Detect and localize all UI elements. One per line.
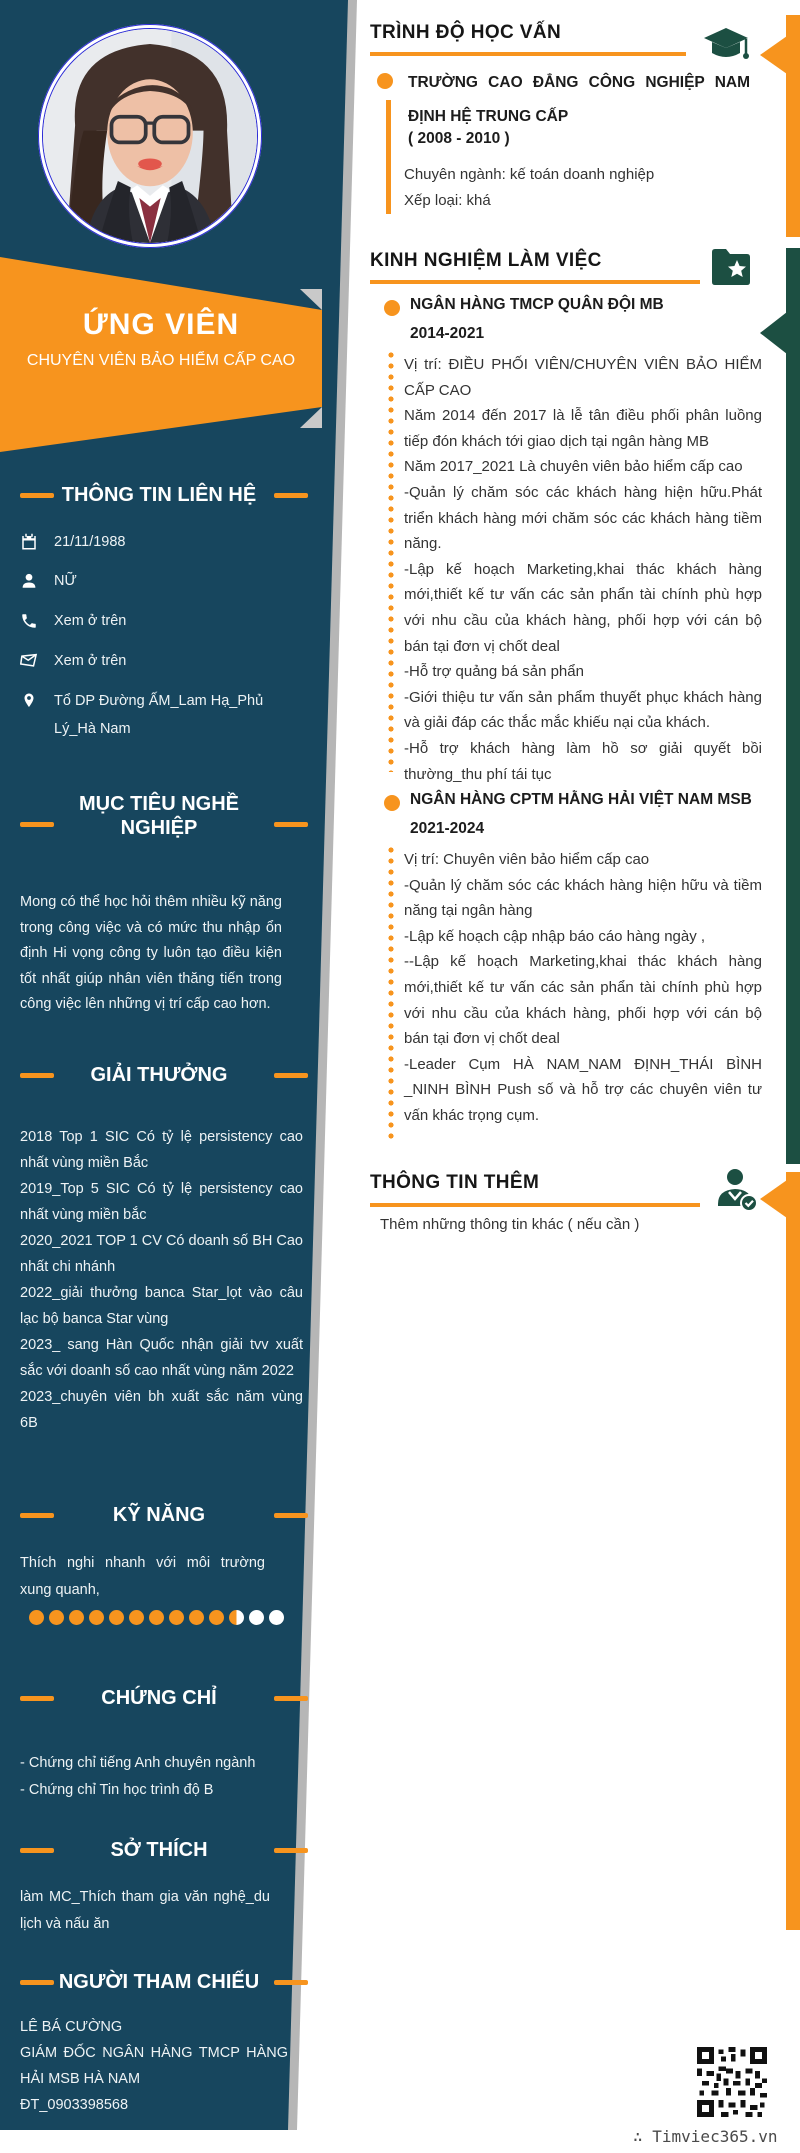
references-heading: NGƯỜI THAM CHIẾU	[58, 1971, 260, 1993]
experience-side-arrow	[760, 312, 787, 354]
contact-item	[20, 528, 300, 561]
job-description-line: -Quản lý chăm sóc các khách hàng hiện hữu.Phát triển khách hàng mới chăm sóc các khách hàng tiềm năng.	[404, 483, 762, 553]
education-details	[404, 162, 760, 214]
skills-text: Thích nghi nhanh với môi trường xung quanh,	[20, 1555, 265, 1598]
heading-dash	[274, 1513, 308, 1518]
job-description	[404, 352, 762, 787]
school-name: TRƯỜNG CAO ĐẲNG CÔNG NGHIỆP NAM ĐỊNH HỆ TRUNG CẤP	[408, 74, 750, 125]
additional-text: Thêm những thông tin khác ( nếu cần )	[380, 1216, 640, 1233]
references-block	[20, 2014, 288, 2118]
job-description	[404, 847, 762, 1129]
job-dotted-line	[388, 350, 394, 772]
avatar-portrait	[42, 28, 258, 244]
award-item: 2022_giải thưởng banca Star_lọt vào câu lạc bộ banca Star vùng	[20, 1285, 303, 1327]
contact-item	[20, 567, 300, 600]
job-bullet	[384, 300, 400, 316]
skill-dot	[69, 1610, 84, 1625]
skill-dot	[189, 1610, 204, 1625]
award-item: 2020_2021 TOP 1 CV Có doanh số BH Cao nhất chi nhánh	[20, 1233, 303, 1275]
skill-dot	[169, 1610, 184, 1625]
reference-position: GIÁM ĐỐC NGÂN HÀNG TMCP HÀNG HẢI MSB HÀ NAM	[20, 2045, 288, 2087]
candidate-name: ỨNG VIÊN	[82, 308, 240, 341]
job-description-line: -Hỗ trợ quảng bá sản phẩn	[404, 663, 584, 681]
heading-dash	[20, 1848, 54, 1853]
job-years: 2014-2021	[410, 325, 485, 342]
job-description-line: -Leader Cụm HÀ NAM_NAM ĐỊNH_THÁI BÌNH _NINH BÌNH Push số và hỗ trợ các chuyên viên tư vấn khác trọng cụm.	[404, 1055, 762, 1124]
contact-item	[20, 647, 300, 680]
heading-dash	[274, 822, 308, 827]
award-item: 2018 Top 1 SIC Có tỷ lệ persistency cao nhất vùng miền Bắc	[20, 1129, 303, 1171]
heading-dash	[274, 1848, 308, 1853]
certificates-heading: CHỨNG CHỈ	[101, 1687, 217, 1709]
education-grade: Xếp loại: khá	[404, 192, 491, 209]
folder-star-icon	[710, 246, 752, 286]
heading-dash	[20, 1980, 54, 1985]
contact-item	[20, 687, 300, 743]
location-icon	[20, 692, 38, 743]
experience-side-bar	[786, 248, 800, 1164]
heading-dash	[20, 493, 54, 498]
award-item: 2023_ sang Hàn Quốc nhận giải tvv xuất sắc với doanh số cao nhất vùng năm 2022	[20, 1337, 303, 1379]
additional-side-arrow	[760, 1180, 787, 1218]
skill-dot	[129, 1610, 144, 1625]
skill-dot	[29, 1610, 44, 1625]
additional-heading: THÔNG TIN THÊM	[370, 1172, 540, 1193]
skill-level-dots	[29, 1610, 299, 1630]
additional-side-bar	[786, 1172, 800, 1930]
job-description-line: -Quản lý chăm sóc các khách hàng hiện hữu và tiềm năng tại ngân hàng	[404, 876, 762, 920]
contact-item	[20, 607, 300, 640]
job-dotted-line	[388, 845, 394, 1141]
heading-dash	[20, 1696, 54, 1701]
heading-dash	[20, 1073, 54, 1078]
skill-dot	[89, 1610, 104, 1625]
objective-heading-line1: MỤC TIÊU NGHỀ	[79, 793, 239, 815]
job-bullet	[384, 795, 400, 811]
mail-icon	[20, 652, 38, 680]
education-heading: TRÌNH ĐỘ HỌC VẤN	[370, 22, 562, 43]
qr-code	[697, 2045, 767, 2119]
contact-text: Xem ở trên	[54, 613, 127, 629]
additional-underline	[370, 1203, 700, 1207]
certificate-item: - Chứng chỉ Tin học trình độ B	[20, 1782, 214, 1798]
job-description-line: Năm 2017_2021 Là chuyên viên bảo hiểm cấp cao	[404, 458, 743, 476]
calendar-icon	[20, 533, 38, 561]
awards-heading: GIẢI THƯỞNG	[90, 1064, 228, 1086]
skill-dot	[49, 1610, 64, 1625]
job-years: 2021-2024	[410, 820, 485, 837]
skill-dot	[269, 1610, 284, 1625]
job-company: NGÂN HÀNG TMCP QUÂN ĐỘI MB	[410, 296, 664, 313]
contact-text: Tổ DP Đường ẤM_Lam Hạ_Phủ Lý_Hà Nam	[54, 693, 264, 737]
skill-dot	[229, 1610, 244, 1625]
skill-dot	[149, 1610, 164, 1625]
job-description-line: -Hỗ trợ khách hàng làm hồ sơ giải quyết bồi thường_thu phí tái tục	[404, 739, 762, 783]
skill-dot	[249, 1610, 264, 1625]
job-description-line: Năm 2014 đến 2017 là lễ tân điều phối phân luồng tiếp đón khách tới giao dịch tại ngân hàng MB	[404, 407, 762, 450]
job-description-line: Vị trí: ĐIỀU PHỐI VIÊN/CHUYÊN VIÊN BẢO HIỂM CẤP CAO	[404, 356, 762, 399]
job-description-line: -Lập kế hoạch cập nhập báo cáo hàng ngày ,	[404, 927, 706, 945]
objective-heading	[0, 792, 318, 840]
job-description-line: -Lập kế hoạch Marketing,khai thác khách hàng mới,thiết kế tư vấn các sản phẩn tài chính phù hợp với nhu cầu của khách hàng, phối hợp với cán bộ bán tại đơn vị chốt deal	[404, 560, 762, 655]
job-company: NGÂN HÀNG CPTM HẰNG HẢI VIỆT NAM MSB	[410, 791, 752, 808]
awards-list	[20, 1124, 303, 1436]
education-vline	[386, 100, 391, 214]
certificate-item: - Chứng chỉ tiếng Anh chuyên ngành	[20, 1755, 256, 1771]
phone-icon	[20, 612, 38, 640]
heading-dash	[274, 1073, 308, 1078]
heading-dash	[274, 1696, 308, 1701]
objective-heading-line2: NGHIỆP	[120, 817, 198, 839]
education-bullet	[377, 73, 393, 89]
education-side-arrow	[760, 36, 787, 74]
education-side-bar	[786, 15, 800, 237]
award-item: 2023_chuyên viên bh xuất sắc năm vùng 6B	[20, 1389, 303, 1431]
avatar	[38, 24, 262, 248]
skill-dot	[109, 1610, 124, 1625]
hobbies-text: làm MC_Thích tham gia văn nghệ_du lịch và nấu ăn	[20, 1889, 270, 1932]
person-icon	[20, 572, 38, 600]
education-underline	[370, 52, 686, 56]
education-major: Chuyên ngành: kế toán doanh nghiệp	[404, 166, 655, 183]
reference-name: LÊ BÁ CƯỜNG	[20, 2019, 123, 2035]
skill-dot	[209, 1610, 224, 1625]
reference-phone: ĐT_0903398568	[20, 2097, 129, 2113]
objective-text: Mong có thể học hỏi thêm nhiều kỹ năng trong công việc và có mức thu nhập ổn định Hi vọng công ty luôn tạo điều kiện tốt nhất giúp nhân viên thăng tiến trong công việc lên những vị trí cấp cao hơn.	[20, 894, 282, 1012]
person-check-icon	[714, 1166, 760, 1212]
watermark-link[interactable]: ∴ Timviec365.vn	[633, 2127, 778, 2146]
contact-text: Xem ở trên	[54, 653, 127, 669]
award-item: 2019_Top 5 SIC Có tỷ lệ persistency cao nhất vùng miền bắc	[20, 1181, 303, 1223]
candidate-title: CHUYÊN VIÊN BẢO HIỂM CẤP CAO	[26, 352, 296, 369]
heading-dash	[274, 493, 308, 498]
hobbies-heading: SỞ THÍCH	[110, 1839, 208, 1861]
job-description-line: --Lập kế hoạch Marketing,khai thác khách hàng mới,thiết kế tư vấn các sản phẩn tài chính phù hợp với nhu cầu của khách hàng, phối hợp với cán bộ bán tại đơn vị chốt deal	[404, 953, 762, 1048]
contact-heading: THÔNG TIN LIÊN HỆ	[61, 484, 257, 506]
heading-dash	[20, 822, 54, 827]
contact-text: 21/11/1988	[54, 534, 126, 550]
contact-text: NỮ	[54, 573, 77, 589]
certificates-list	[20, 1750, 290, 1804]
experience-heading: KINH NGHIỆM LÀM VIỆC	[370, 250, 602, 271]
skills-heading: KỸ NĂNG	[112, 1504, 206, 1526]
heading-dash	[274, 1980, 308, 1985]
job-description-line: Vị trí: Chuyên viên bảo hiểm cấp cao	[404, 851, 650, 868]
experience-underline	[370, 280, 700, 284]
job-description-line: -Giới thiệu tư vấn sản phẩm thuyết phục khách hàng và giải đáp các thắc mắc khiếu nại của khách.	[404, 688, 762, 732]
education-years: ( 2008 - 2010 )	[408, 130, 510, 147]
heading-dash	[20, 1513, 54, 1518]
graduation-cap-icon	[702, 26, 750, 68]
